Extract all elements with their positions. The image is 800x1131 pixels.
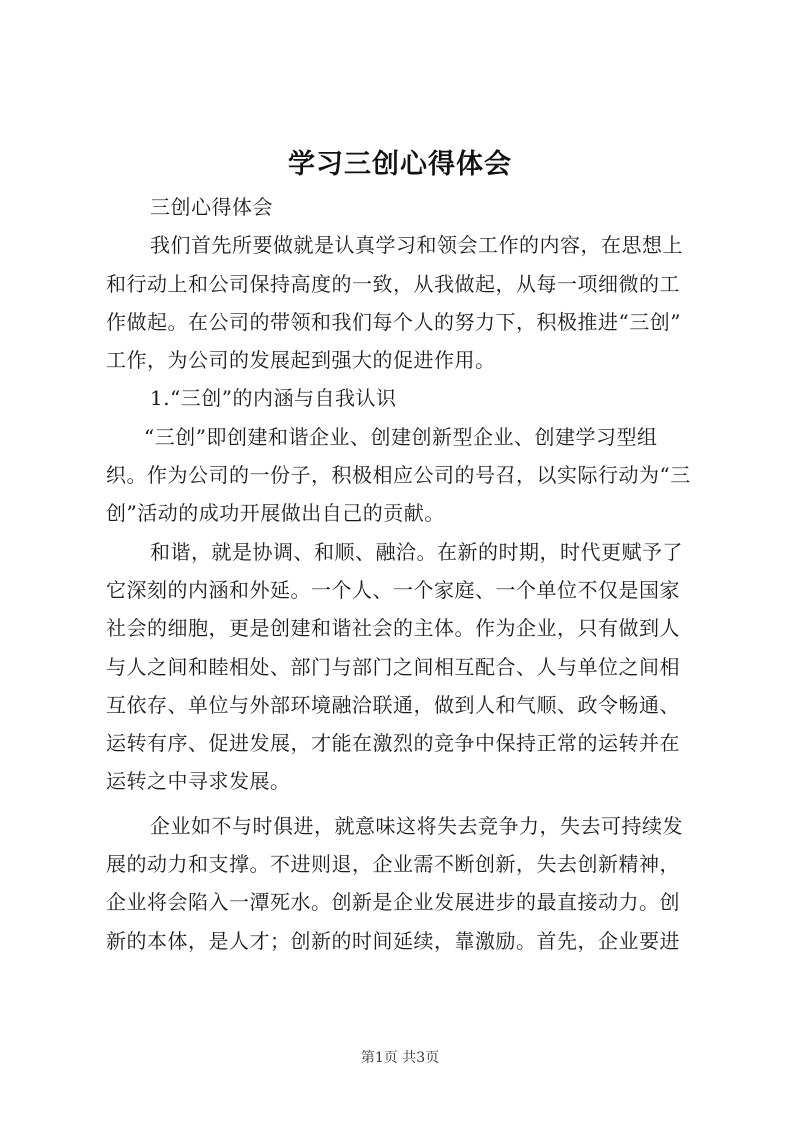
document-body bbox=[106, 188, 706, 960]
paragraph-line: 互依存、单位与外部环境融洽联通，做到人和气顺、政令畅通、 bbox=[106, 692, 680, 717]
paragraph-line: 企业如不与时俱进，就意味这将失去竞争力，失去可持续发 bbox=[150, 813, 683, 838]
paragraph-line: 工作，为公司的发展起到强大的促进作用。 bbox=[106, 348, 496, 373]
paragraph-line: 和谐，就是协调、和顺、融洽。在新的时期，时代更赋予了 bbox=[150, 539, 683, 564]
subtitle-line: 三创心得体会 bbox=[150, 195, 273, 219]
section-heading: 1.“三创”的内涵与自我认识 bbox=[150, 386, 397, 411]
paragraph-line: 新的本体，是人才；创新的时间延续，靠激励。首先，企业要进 bbox=[106, 928, 680, 953]
document-title: 学习三创心得体会 bbox=[288, 149, 512, 180]
paragraph-line: 创”活动的成功开展做出自己的贡献。 bbox=[106, 501, 445, 526]
paragraph-line: 展的动力和支撑。不进则退，企业需不断创新，失去创新精神， bbox=[106, 852, 680, 877]
paragraph-line: 运转之中寻求发展。 bbox=[106, 769, 291, 794]
paragraph-line: 我们首先所要做就是认真学习和领会工作的内容，在思想上 bbox=[150, 233, 683, 258]
paragraph-line: 作做起。在公司的带领和我们每个人的努力下，积极推进“三创” bbox=[106, 309, 681, 334]
paragraph-line: 运转有序、促进发展，才能在激烈的竞争中保持正常的运转并在 bbox=[106, 731, 680, 756]
paragraph-line: “三创”即创建和谐企业、创建创新型企业、创建学习型组 bbox=[144, 424, 658, 449]
paragraph-line: 和行动上和公司保持高度的一致，从我做起，从每一项细微的工 bbox=[106, 271, 680, 296]
paragraph-line: 它深刻的内涵和外延。一个人、一个家庭、一个单位不仅是国家 bbox=[106, 577, 680, 602]
paragraph-line: 企业将会陷入一潭死水。创新是企业发展进步的最直接动力。创 bbox=[106, 890, 680, 915]
page-footer: 第1页 共3页 bbox=[360, 1050, 440, 1066]
paragraph-line: 社会的细胞，更是创建和谐社会的主体。作为企业，只有做到人 bbox=[106, 616, 680, 641]
paragraph-line: 与人之间和睦相处、部门与部门之间相互配合、人与单位之间相 bbox=[106, 654, 680, 679]
paragraph-line: 织。作为公司的一份子，积极相应公司的号召，以实际行动为“三 bbox=[106, 463, 691, 488]
